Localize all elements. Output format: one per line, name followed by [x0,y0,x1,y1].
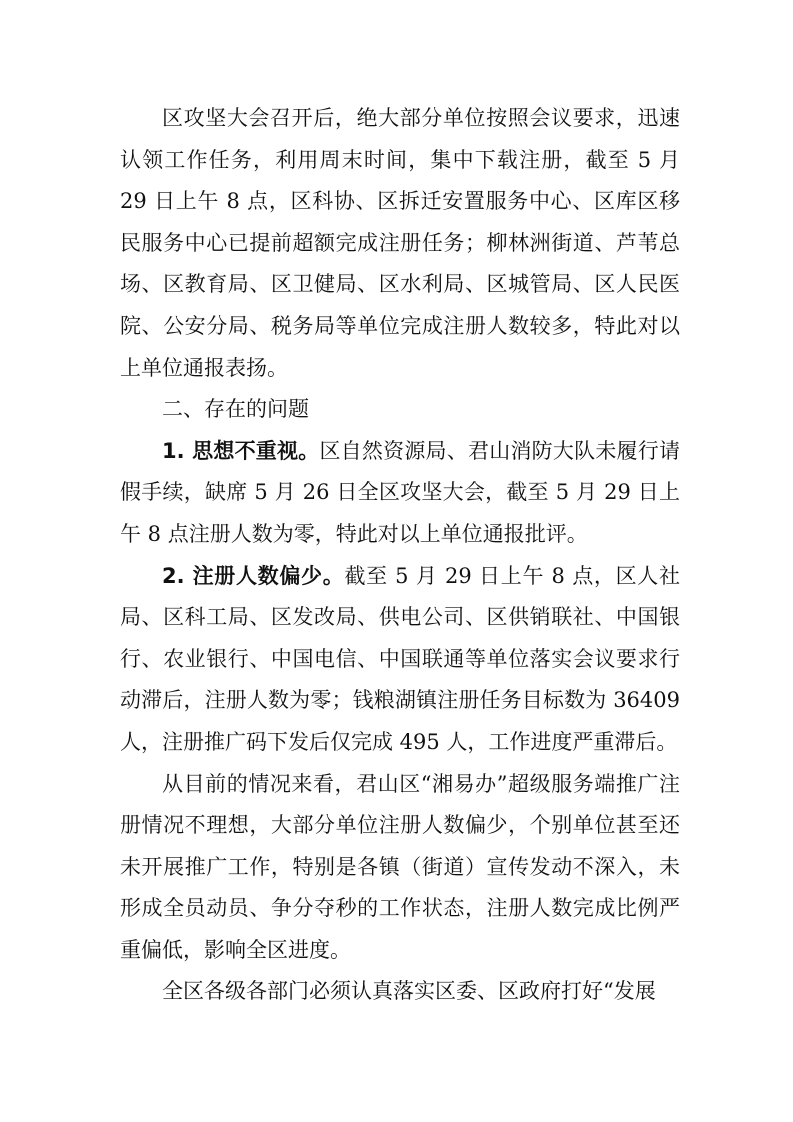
section-heading: 二、存在的问题 [162,397,309,422]
paragraph-summary: 从目前的情况来看，君山区“湘易办”超级服务端推广注册情况不理想，大部分单位注册人数偏少，个别单位甚至还未开展推广工作，特别是各镇（街道）宣传发动不深入，未形成全员动员、争分夺秒的工作状态，注册人数完成比例严重偏低，影响全区进度。 [120,771,680,962]
issue-item-1 [120,431,680,556]
issue-item-2 [120,556,680,764]
issue-item-2-title: 2. 注册人数偏少。 [162,563,345,588]
paragraph-last: 全区各级各部门必须认真落实区委、区政府打好“发展 [162,979,656,1004]
paragraph-commendation: 区攻坚大会召开后，绝大部分单位按照会议要求，迅速认领工作任务，利用周末时间，集中下载注册，截至 5 月 29 日上午 8 点，区科协、区拆迁安置服务中心、区库区移民服务中心已提前超额完成注册任务；柳林洲街道、芦苇总场、区教育局、区卫健局、区水利局、区城管局、区人民医院、公安分局、税务局等单位完成注册人数较多，特此对以上单位通报表扬。 [120,106,680,380]
issue-item-2-text: 截至 5 月 29 日上午 8 点，区人社局、区科工局、区发改局、供电公司、区供销联社、中国银行、农业银行、中国电信、中国联通等单位落实会议要求行动滞后，注册人数为零；钱粮湖镇注册任务目标数为 36409 人，注册推广码下发后仅完成 495 人，工作进度严重滞后。 [120,563,680,754]
document-body [120,98,680,1013]
issue-item-1-text: 区自然资源局、君山消防大队未履行请假手续，缺席 5 月 26 日全区攻坚大会，截至 5 月 29 日上午 8 点注册人数为零，特此对以上单位通报批评。 [120,438,680,546]
issue-item-1-title: 1. 思想不重视。 [162,438,320,463]
